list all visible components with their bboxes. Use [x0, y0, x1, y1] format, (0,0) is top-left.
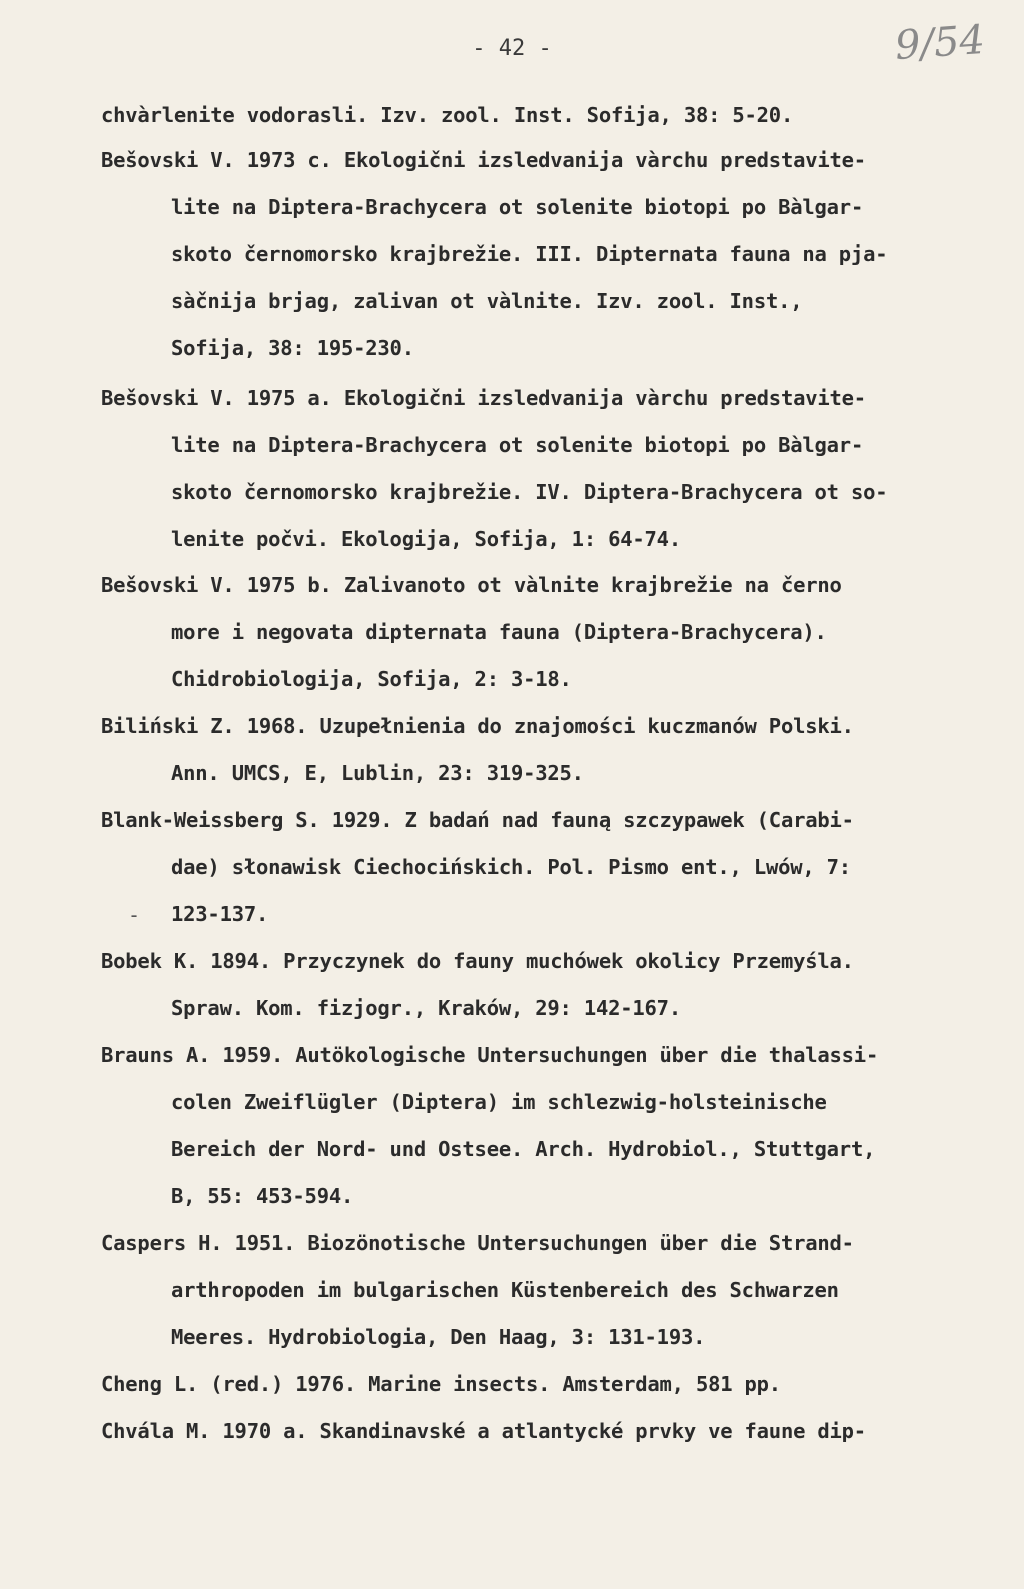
page-number: - 42 -	[472, 36, 552, 61]
reference-line: lite na Diptera-Brachycera ot solenite biotopi po Bàlgar-	[171, 433, 864, 457]
reference-line: colen Zweiflügler (Diptera) im schlezwig-holsteinische	[171, 1090, 827, 1114]
reference-line: Bešovski V. 1975 b. Zalivanoto ot vàlnite krajbrežie na černo	[101, 573, 842, 597]
reference-line: Brauns A. 1959. Autökologische Untersuchungen über die thalassi-	[101, 1043, 879, 1067]
reference-line: Meeres. Hydrobiologia, Den Haag, 3: 131-193.	[171, 1325, 706, 1349]
handwritten-page-mark: 9/54	[893, 16, 987, 70]
reference-line: Ann. UMCS, E, Lublin, 23: 319-325.	[171, 761, 584, 785]
reference-line: Sofija, 38: 195-230.	[171, 336, 414, 360]
reference-line: arthropoden im bulgarischen Küstenbereich des Schwarzen	[171, 1278, 839, 1302]
reference-line: Biliński Z. 1968. Uzupełnienia do znajomości kuczmanów Polski.	[101, 714, 854, 738]
reference-line: Cheng L. (red.) 1976. Marine insects. Amsterdam, 581 pp.	[101, 1372, 781, 1396]
reference-line: lite na Diptera-Brachycera ot solenite biotopi po Bàlgar-	[171, 195, 864, 219]
reference-line: skoto černomorsko krajbrežie. III. Dipternata fauna na pja-	[171, 242, 888, 266]
reference-line: Bešovski V. 1975 a. Ekologični izsledvanija vàrchu predstavite-	[101, 386, 866, 410]
reference-line: Blank-Weissberg S. 1929. Z badań nad fauną szczypawek (Carabi-	[101, 808, 854, 832]
reference-line: Bobek K. 1894. Przyczynek do fauny muchówek okolicy Przemyśla.	[101, 949, 854, 973]
reference-line: sàčnija brjag, zalivan ot vàlnite. Izv. zool. Inst.,	[171, 289, 803, 313]
reference-line: Spraw. Kom. fizjogr., Kraków, 29: 142-167.	[171, 996, 681, 1020]
reference-line: dae) słonawisk Ciechocińskich. Pol. Pismo ent., Lwów, 7:	[171, 855, 851, 879]
reference-line: 123-137.	[171, 902, 269, 926]
reference-line: Bešovski V. 1973 c. Ekologični izsledvanija vàrchu predstavite-	[101, 148, 866, 172]
reference-line: Bereich der Nord- und Ostsee. Arch. Hydrobiol., Stuttgart,	[171, 1137, 876, 1161]
reference-line: lenite počvi. Ekologija, Sofija, 1: 64-74.	[171, 527, 681, 551]
margin-mark: -	[128, 903, 141, 927]
reference-line: skoto černomorsko krajbrežie. IV. Diptera-Brachycera ot so-	[171, 480, 888, 504]
reference-line: more i negovata dipternata fauna (Diptera-Brachycera).	[171, 620, 827, 644]
reference-line: Chvála M. 1970 a. Skandinavské a atlantycké prvky ve faune dip-	[101, 1419, 866, 1443]
reference-line: chvàrlenite vodorasli. Izv. zool. Inst. Sofija, 38: 5-20.	[101, 103, 794, 127]
reference-line: Chidrobiologija, Sofija, 2: 3-18.	[171, 667, 572, 691]
reference-line: B, 55: 453-594.	[171, 1184, 354, 1208]
reference-line: Caspers H. 1951. Biozönotische Untersuchungen über die Strand-	[101, 1231, 854, 1255]
